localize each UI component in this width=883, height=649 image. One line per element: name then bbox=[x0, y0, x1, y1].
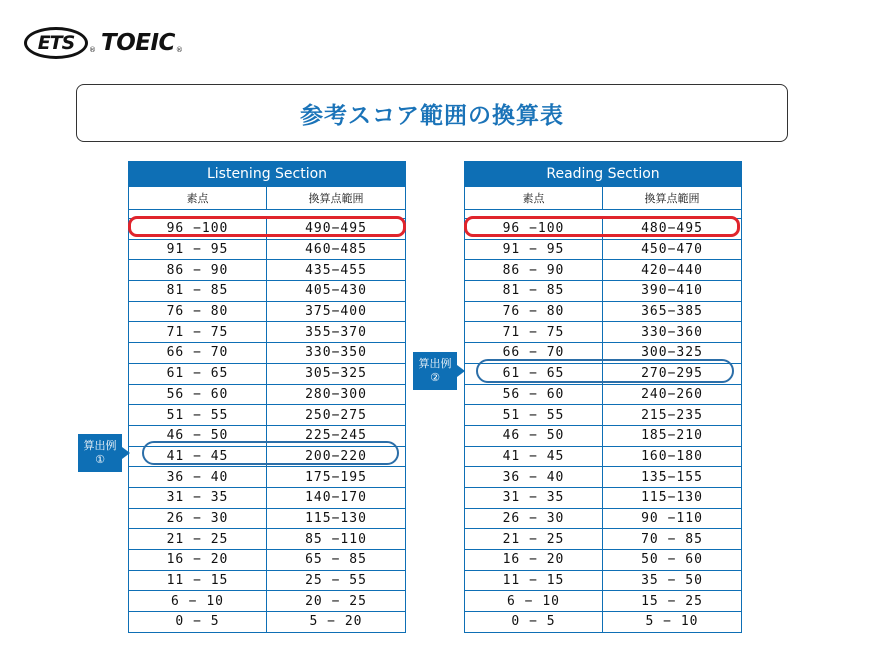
raw-score-cell: 16 − 20 bbox=[465, 550, 603, 571]
example2-row-highlight bbox=[476, 359, 734, 383]
toeic-logo-text: TOEIC bbox=[101, 30, 175, 56]
table-row bbox=[465, 550, 742, 571]
raw-score-cell: 0 − 5 bbox=[465, 612, 603, 633]
raw-score-cell: 51 − 55 bbox=[129, 405, 267, 426]
scaled-score-cell: 270−295 bbox=[603, 363, 742, 384]
scaled-score-cell: 365−385 bbox=[603, 301, 742, 322]
raw-score-cell: 6 − 10 bbox=[129, 591, 267, 612]
table-row bbox=[465, 301, 742, 322]
scaled-score-cell: 225−245 bbox=[267, 425, 406, 446]
table-row bbox=[129, 467, 406, 488]
scaled-score-cell: 420−440 bbox=[603, 260, 742, 281]
scaled-score-cell: 330−350 bbox=[267, 343, 406, 364]
raw-score-cell: 21 − 25 bbox=[129, 529, 267, 550]
table-row bbox=[465, 467, 742, 488]
example1-callout-number: ① bbox=[95, 453, 105, 466]
table-row bbox=[129, 591, 406, 612]
table-row bbox=[465, 260, 742, 281]
scaled-score-cell: 115−130 bbox=[603, 487, 742, 508]
raw-score-cell: 16 − 20 bbox=[129, 550, 267, 571]
raw-score-cell: 11 − 15 bbox=[465, 570, 603, 591]
scaled-score-cell: 405−430 bbox=[267, 281, 406, 302]
scaled-score-cell: 20 − 25 bbox=[267, 591, 406, 612]
table-row bbox=[129, 363, 406, 384]
raw-score-cell: 71 − 75 bbox=[129, 322, 267, 343]
reading-top-row-highlight bbox=[464, 216, 740, 237]
title-box bbox=[76, 84, 788, 142]
raw-score-cell: 96 −100 bbox=[129, 219, 267, 240]
reading-col-scaled: 換算点範囲 bbox=[603, 187, 742, 210]
example2-callout-number: ② bbox=[430, 371, 440, 384]
ets-toeic-logo bbox=[24, 26, 183, 60]
table-row bbox=[465, 239, 742, 260]
scaled-score-cell: 215−235 bbox=[603, 405, 742, 426]
listening-top-row-highlight bbox=[128, 216, 406, 237]
listening-col-raw: 素点 bbox=[129, 187, 267, 210]
raw-score-cell: 66 − 70 bbox=[465, 343, 603, 364]
raw-score-cell: 81 − 85 bbox=[129, 281, 267, 302]
table-row bbox=[465, 570, 742, 591]
raw-score-cell: 31 − 35 bbox=[465, 487, 603, 508]
table-row bbox=[465, 384, 742, 405]
scaled-score-cell: 280−300 bbox=[267, 384, 406, 405]
example1-callout bbox=[78, 434, 122, 472]
raw-score-cell: 86 − 90 bbox=[129, 260, 267, 281]
table-row bbox=[465, 405, 742, 426]
table-row bbox=[465, 529, 742, 550]
scaled-score-cell: 460−485 bbox=[267, 239, 406, 260]
example1-callout-arrow bbox=[122, 447, 130, 459]
example2-callout-label: 算出例 bbox=[418, 357, 452, 370]
table-row bbox=[129, 384, 406, 405]
table-row bbox=[465, 281, 742, 302]
table-row bbox=[129, 487, 406, 508]
table-row bbox=[129, 508, 406, 529]
scaled-score-cell: 355−370 bbox=[267, 322, 406, 343]
scaled-score-cell: 35 − 50 bbox=[603, 570, 742, 591]
table-row bbox=[465, 487, 742, 508]
raw-score-cell: 26 − 30 bbox=[129, 508, 267, 529]
raw-score-cell: 61 − 65 bbox=[129, 363, 267, 384]
ets-logo-mark: ETS bbox=[24, 27, 88, 59]
scaled-score-cell: 300−325 bbox=[603, 343, 742, 364]
table-row bbox=[129, 301, 406, 322]
scaled-score-cell: 5 − 10 bbox=[603, 612, 742, 633]
table-row bbox=[129, 550, 406, 571]
table-row bbox=[465, 508, 742, 529]
raw-score-cell: 0 − 5 bbox=[129, 612, 267, 633]
raw-score-cell: 11 − 15 bbox=[129, 570, 267, 591]
raw-score-cell: 56 − 60 bbox=[465, 384, 603, 405]
example2-callout bbox=[413, 352, 457, 390]
toeic-registered-mark: ® bbox=[175, 46, 183, 54]
raw-score-cell: 86 − 90 bbox=[465, 260, 603, 281]
scaled-score-cell: 140−170 bbox=[267, 487, 406, 508]
table-row bbox=[465, 322, 742, 343]
scaled-score-cell: 175−195 bbox=[267, 467, 406, 488]
listening-col-scaled: 換算点範囲 bbox=[267, 187, 406, 210]
scaled-score-cell: 50 − 60 bbox=[603, 550, 742, 571]
scaled-score-cell: 480−495 bbox=[603, 219, 742, 240]
example1-callout-label: 算出例 bbox=[83, 439, 117, 452]
raw-score-cell: 6 − 10 bbox=[465, 591, 603, 612]
scaled-score-cell: 375−400 bbox=[267, 301, 406, 322]
table-row bbox=[129, 570, 406, 591]
table-row bbox=[129, 612, 406, 633]
scaled-score-cell: 185−210 bbox=[603, 425, 742, 446]
scaled-score-cell: 305−325 bbox=[267, 363, 406, 384]
raw-score-cell: 66 − 70 bbox=[129, 343, 267, 364]
raw-score-cell: 76 − 80 bbox=[465, 301, 603, 322]
table-row bbox=[465, 446, 742, 467]
ets-registered-mark: ® bbox=[89, 46, 96, 54]
raw-score-cell: 51 − 55 bbox=[465, 405, 603, 426]
raw-score-cell: 31 − 35 bbox=[129, 487, 267, 508]
scaled-score-cell: 15 − 25 bbox=[603, 591, 742, 612]
reading-section-header: Reading Section bbox=[465, 162, 742, 187]
example2-callout-arrow bbox=[457, 365, 465, 377]
listening-section-header: Listening Section bbox=[129, 162, 406, 187]
raw-score-cell: 21 − 25 bbox=[465, 529, 603, 550]
raw-score-cell: 71 − 75 bbox=[465, 322, 603, 343]
raw-score-cell: 91 − 95 bbox=[129, 239, 267, 260]
page-title: 参考スコア範囲の換算表 bbox=[300, 102, 564, 129]
scaled-score-cell: 70 − 85 bbox=[603, 529, 742, 550]
scaled-score-cell: 450−470 bbox=[603, 239, 742, 260]
raw-score-cell: 26 − 30 bbox=[465, 508, 603, 529]
listening-body bbox=[129, 210, 406, 633]
scaled-score-cell: 200−220 bbox=[267, 446, 406, 467]
table-row bbox=[129, 239, 406, 260]
table-row bbox=[465, 591, 742, 612]
raw-score-cell: 81 − 85 bbox=[465, 281, 603, 302]
raw-score-cell: 46 − 50 bbox=[465, 425, 603, 446]
raw-score-cell: 76 − 80 bbox=[129, 301, 267, 322]
scaled-score-cell: 330−360 bbox=[603, 322, 742, 343]
table-row bbox=[129, 260, 406, 281]
raw-score-cell: 41 − 45 bbox=[129, 446, 267, 467]
raw-score-cell: 56 − 60 bbox=[129, 384, 267, 405]
table-row bbox=[129, 343, 406, 364]
table-row bbox=[129, 281, 406, 302]
scaled-score-cell: 435−455 bbox=[267, 260, 406, 281]
scaled-score-cell: 250−275 bbox=[267, 405, 406, 426]
reading-col-raw: 素点 bbox=[465, 187, 603, 210]
raw-score-cell: 91 − 95 bbox=[465, 239, 603, 260]
table-row bbox=[129, 405, 406, 426]
scaled-score-cell: 490−495 bbox=[267, 219, 406, 240]
table-row bbox=[129, 322, 406, 343]
scaled-score-cell: 25 − 55 bbox=[267, 570, 406, 591]
raw-score-cell: 96 −100 bbox=[465, 219, 603, 240]
raw-score-cell: 41 − 45 bbox=[465, 446, 603, 467]
scaled-score-cell: 135−155 bbox=[603, 467, 742, 488]
table-row bbox=[129, 529, 406, 550]
raw-score-cell: 36 − 40 bbox=[129, 467, 267, 488]
example1-row-highlight bbox=[142, 441, 399, 465]
scaled-score-cell: 5 − 20 bbox=[267, 612, 406, 633]
raw-score-cell: 61 − 65 bbox=[465, 363, 603, 384]
reading-body bbox=[465, 210, 742, 633]
table-row bbox=[465, 612, 742, 633]
scaled-score-cell: 240−260 bbox=[603, 384, 742, 405]
scaled-score-cell: 90 −110 bbox=[603, 508, 742, 529]
raw-score-cell: 46 − 50 bbox=[129, 425, 267, 446]
raw-score-cell: 36 − 40 bbox=[465, 467, 603, 488]
scaled-score-cell: 160−180 bbox=[603, 446, 742, 467]
scaled-score-cell: 115−130 bbox=[267, 508, 406, 529]
scaled-score-cell: 85 −110 bbox=[267, 529, 406, 550]
scaled-score-cell: 65 − 85 bbox=[267, 550, 406, 571]
scaled-score-cell: 390−410 bbox=[603, 281, 742, 302]
table-row bbox=[465, 425, 742, 446]
